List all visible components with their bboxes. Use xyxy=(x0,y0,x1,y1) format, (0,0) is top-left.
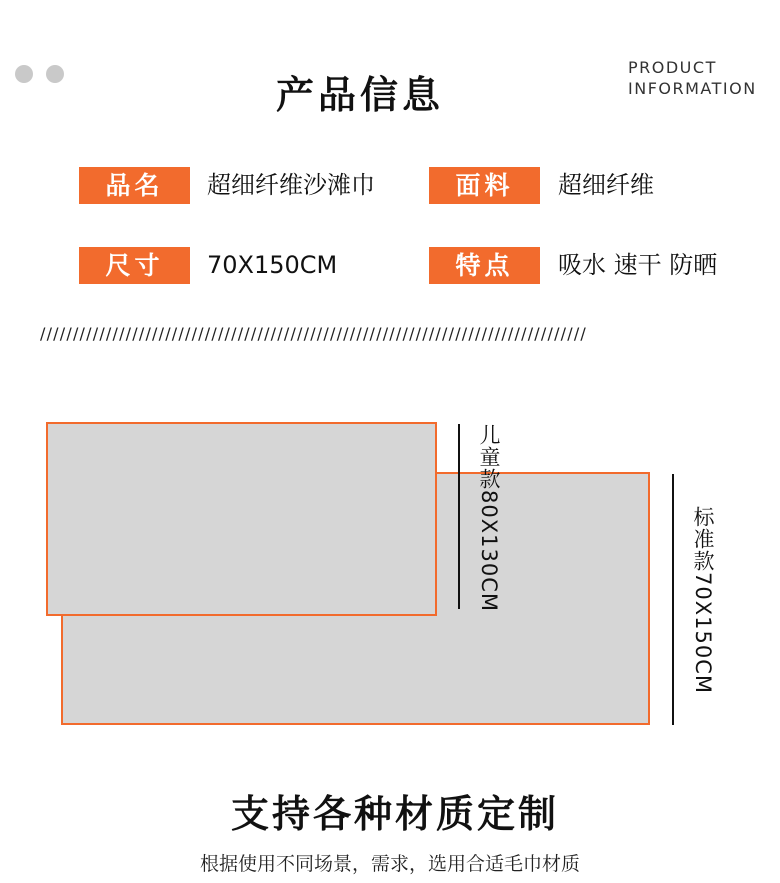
fabric-value: 超细纤维 xyxy=(558,171,654,199)
fabric-label: 面料 xyxy=(429,167,540,204)
feature-label: 特点 xyxy=(429,247,540,284)
customization-heading: 支持各种材质定制 xyxy=(230,792,559,836)
standard-size-line xyxy=(672,474,674,725)
english-title-line2: INFORMATION xyxy=(628,79,757,98)
english-title xyxy=(628,57,757,99)
kids-towel-shape xyxy=(46,422,437,616)
page-title: 产品信息 xyxy=(275,73,444,117)
standard-size-text: 标准款70X150CM xyxy=(691,506,715,694)
english-title-line1: PRODUCT xyxy=(628,58,717,77)
slash-divider: /////////////////////////////////////////////////////////////////////////////////// xyxy=(40,324,588,343)
customization-subtext: 根据使用不同场景，需求，选用合适毛巾材质 xyxy=(199,853,580,875)
kids-size-line xyxy=(458,424,460,609)
kids-size-text: 儿童款80X130CM xyxy=(477,424,501,612)
name-label: 品名 xyxy=(79,167,190,204)
size-value: 70X150CM xyxy=(207,251,338,279)
size-label: 尺寸 xyxy=(79,247,190,284)
feature-value: 吸水 速干 防晒 xyxy=(558,251,718,279)
name-value: 超细纤维沙滩巾 xyxy=(207,171,375,199)
